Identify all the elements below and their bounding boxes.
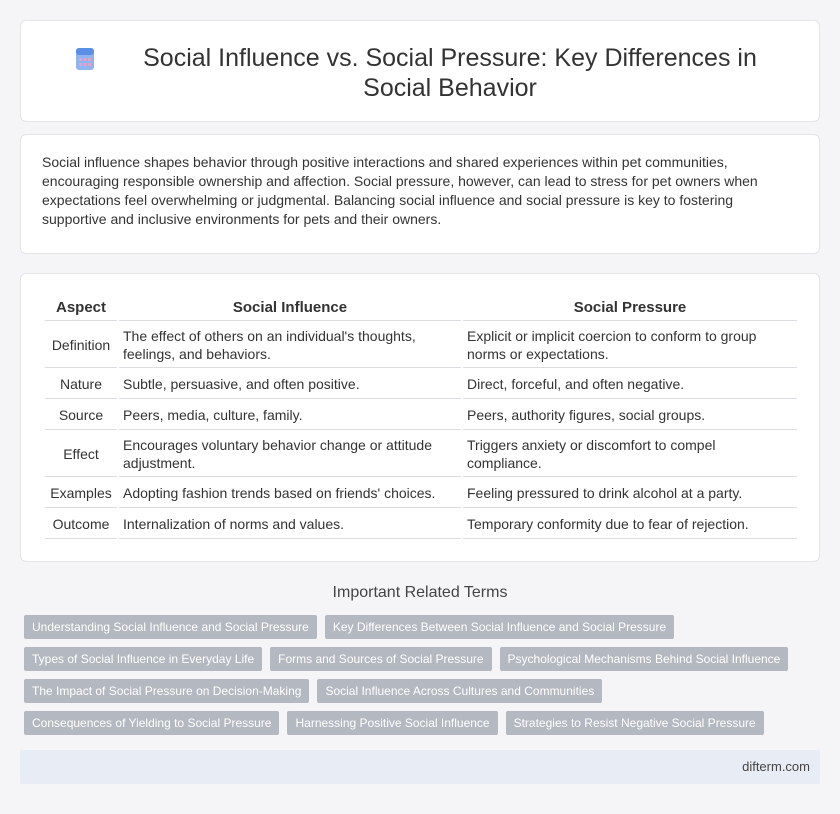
term-row (24, 679, 824, 703)
table-row (45, 399, 797, 430)
comparison-table (43, 294, 799, 539)
influence-cell: Peers, media, culture, family. (119, 399, 461, 430)
pressure-cell: Temporary conformity due to fear of rejection. (463, 508, 797, 539)
aspect-cell: Nature (45, 368, 117, 399)
aspect-cell: Effect (45, 430, 117, 477)
table-header-row (45, 294, 797, 321)
pressure-cell: Feeling pressured to drink alcohol at a party. (463, 477, 797, 508)
table-row (45, 477, 797, 508)
table-row (45, 508, 797, 539)
table-row (45, 368, 797, 399)
aspect-cell: Examples (45, 477, 117, 508)
influence-cell: Subtle, persuasive, and often positive. (119, 368, 461, 399)
header-social-pressure: Social Pressure (463, 294, 797, 321)
intro-card (20, 134, 820, 254)
header-aspect: Aspect (45, 294, 117, 321)
title-card (20, 20, 820, 122)
related-term-link[interactable]: Harnessing Positive Social Influence (287, 711, 497, 735)
intro-paragraph: Social influence shapes behavior through positive interactions and shared experiences within pet communities, encouraging responsible ownership and affection. Social pressure, however, can lead to stress for pet owners when expectations feel overwhelming or judgmental. Balancing social influence and social pressure is key to fostering supportive and inclusive environments for pets and their owners. (42, 154, 758, 227)
related-term-link[interactable]: Key Differences Between Social Influence and Social Pressure (325, 615, 674, 639)
header-social-influence: Social Influence (119, 294, 461, 321)
influence-cell: Adopting fashion trends based on friends' choices. (119, 477, 461, 508)
influence-cell: Encourages voluntary behavior change or attitude adjustment. (119, 430, 461, 477)
related-term-link[interactable]: Understanding Social Influence and Social Pressure (24, 615, 317, 639)
term-row (24, 647, 824, 671)
pressure-cell: Explicit or implicit coercion to conform to group norms or expectations. (463, 321, 797, 368)
term-row (24, 615, 824, 639)
related-term-link[interactable]: Strategies to Resist Negative Social Pressure (506, 711, 764, 735)
table-row (45, 430, 797, 477)
aspect-cell: Source (45, 399, 117, 430)
related-term-link[interactable]: Types of Social Influence in Everyday Life (24, 647, 262, 671)
influence-cell: The effect of others on an individual's thoughts, feelings, and behaviors. (119, 321, 461, 368)
term-row (24, 711, 824, 735)
aspect-cell: Outcome (45, 508, 117, 539)
related-term-link[interactable]: Consequences of Yielding to Social Pressure (24, 711, 279, 735)
pressure-cell: Triggers anxiety or discomfort to compel compliance. (463, 430, 797, 477)
table-row (45, 321, 797, 368)
related-term-link[interactable]: Forms and Sources of Social Pressure (270, 647, 491, 671)
related-term-link[interactable]: Social Influence Across Cultures and Communities (317, 679, 602, 703)
related-terms (24, 615, 824, 743)
related-terms-title: Important Related Terms (332, 584, 508, 601)
related-term-link[interactable]: The Impact of Social Pressure on Decision-Making (24, 679, 309, 703)
influence-cell: Internalization of norms and values. (119, 508, 461, 539)
pressure-cell: Peers, authority figures, social groups. (463, 399, 797, 430)
pressure-cell: Direct, forceful, and often negative. (463, 368, 797, 399)
footer (20, 750, 820, 784)
footer-site-link[interactable]: difterm.com (742, 759, 810, 774)
aspect-cell: Definition (45, 321, 117, 368)
page-title: Social Influence vs. Social Pressure: Key Differences in Social Behavior (143, 44, 757, 102)
comparison-card (20, 273, 820, 562)
related-term-link[interactable]: Psychological Mechanisms Behind Social Influence (500, 647, 789, 671)
